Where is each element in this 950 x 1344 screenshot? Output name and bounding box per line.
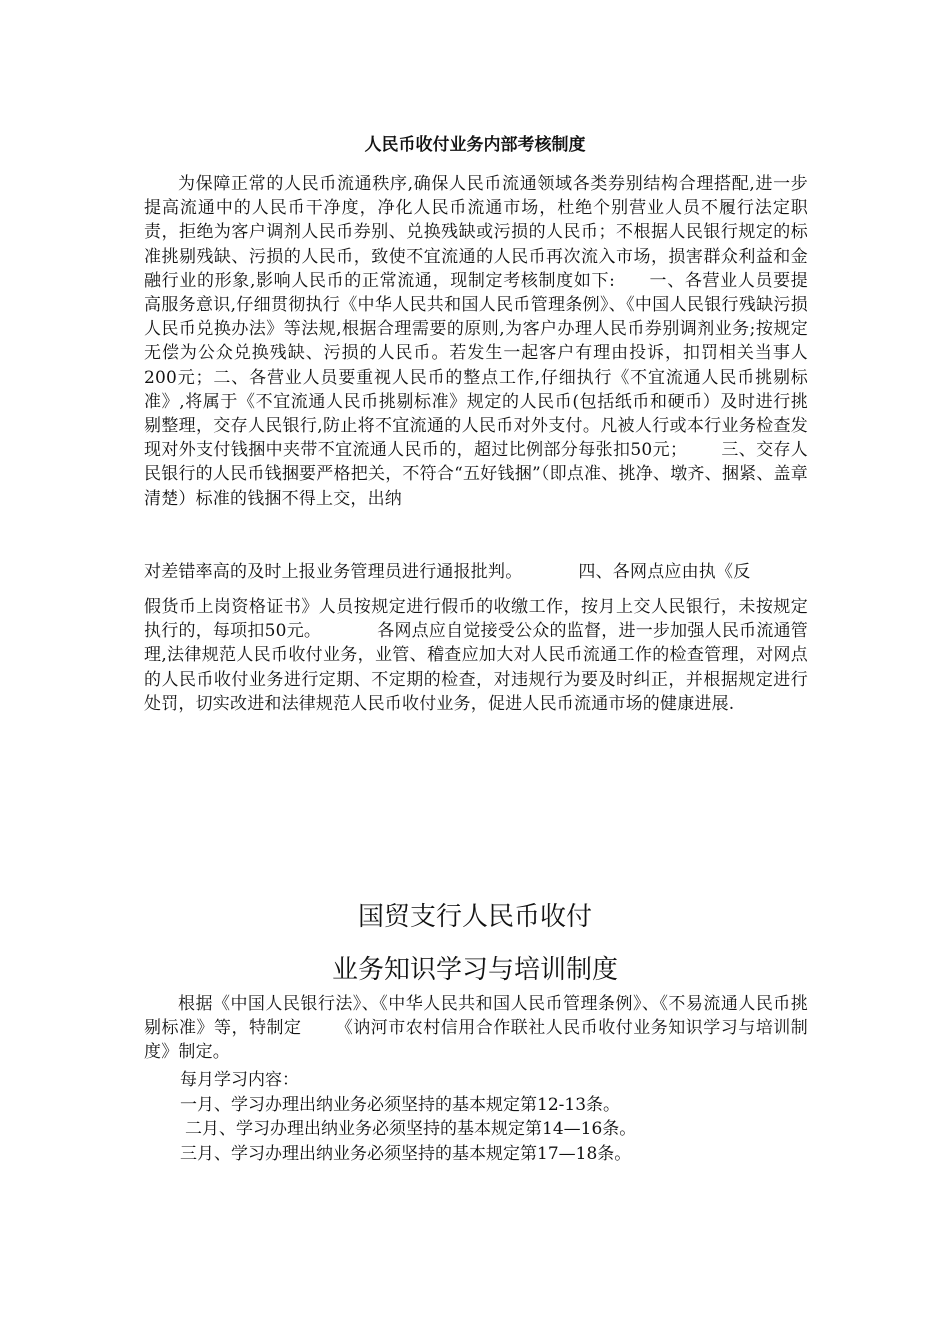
doc1-body-cont <box>144 560 808 584</box>
doc2-intro <box>144 992 808 1065</box>
doc2-monthly-list <box>144 1068 808 1166</box>
doc1-item-1: 一、各营业人员要提高服务意识,仔细贯彻执行《中华人民共和国人民币管理条例》、《中国人民银行残缺污损人民币兑换办法》等法规,根据合理需要的原则,为客户办理人民币券别调剂业务;按规定无偿为公众兑换残缺、污损的人民币。若发生一起客户有理由投诉，扣罚相关当事人200元； <box>144 270 808 388</box>
doc1-item-3-cont: 对差错率高的及时上报业务管理员进行通报批判。 <box>144 562 523 582</box>
doc1-paragraph-cont <box>144 560 808 584</box>
doc1-paragraph <box>144 172 808 511</box>
doc1-item-3: 三、交存人民银行的人民币钱捆要严格把关，不符合“五好钱捆”（即点准、挑净、墩齐、捆紧、盖章清楚）标准的钱捆不得上交，出纳 <box>144 440 809 509</box>
doc1-intro: 为保障正常的人民币流通秩序,确保人民币流通领域各类券别结构合理搭配,进一步提高流通中的人民币干净度，净化人民币流通市场，杜绝个别营业人员不履行法定职责，拒绝为客户调剂人民币券别、兑换残缺或污损的人民币；不根据人民银行规定的标准挑剔残缺、污损的人民币，致使不宜流通的人民币再次流入市场，损害群众利益和金融行业的形象,影响人民币的正常流通，现制定考核制度如下: <box>144 174 808 291</box>
monthly-heading: 每月学习内容： <box>180 1070 299 1090</box>
doc2-intro-text: 根据《中国人民银行法》、《中华人民共和国人民币管理条例》、《不易流通人民币挑剔标准》等，特制定 <box>144 994 808 1039</box>
doc1-item-4-start: 四、各网点应由执《反 <box>578 562 751 582</box>
doc1-body-cont2 <box>144 595 808 716</box>
doc2-title-line-2: 业务知识学习与培训制度 <box>331 955 618 985</box>
doc2-intro-paragraph <box>144 992 808 1065</box>
doc1-body <box>144 172 808 511</box>
doc1-title: 人民币收付业务内部考核制度 <box>364 135 586 155</box>
doc2-title-line-1: 国贸支行人民币收付 <box>357 902 592 932</box>
doc1-paragraph-cont2 <box>144 595 808 716</box>
doc1-item-2: 二、各营业人员要重视人民币的整点工作,仔细执行《不宜流通人民币挑剔标准》,将属于《不宜流通人民币挑剔标准》规定的人民币(包括纸币和硬币）及时进行挑剔整理，交存人民银行,防止将不宜流通的人民币对外支付。凡被人行或本行业务检查发现对外支付钱捆中夹带不宜流通人民币的，超过比例部分每张扣50元； <box>144 367 808 461</box>
doc2-intro-tail: 《讷河市农村信用合作联社人民币收付业务知识学习与培训制度》制定。 <box>144 1018 808 1063</box>
doc1-item-5: 各网点应自觉接受公众的监督，进一步加强人民币流通管理,法律规范人民币收付业务，业管、稽查应加大对人民币流通工作的检查管理，对网点的人民币收付业务进行定期、不定期的检查，对违规行为要及时纠正，并根据规定进行处罚，切实改进和法律规范人民币收付业务，促进人民币流通市场的健康进展. <box>144 621 808 714</box>
month-item: 三月、学习办理出纳业务必须坚持的基本规定第17—18条。 <box>180 1143 632 1164</box>
month-item: 一月、学习办理出纳业务必须坚持的基本规定第12-13条。 <box>180 1094 621 1115</box>
doc1-item-4-cont: 假货币上岗资格证书》人员按规定进行假币的收缴工作，按月上交人民银行，未按规定执行的，每项扣50元。 <box>144 597 808 642</box>
month-item: 二月、学习办理出纳业务必须坚持的基本规定第14—16条。 <box>185 1119 637 1139</box>
